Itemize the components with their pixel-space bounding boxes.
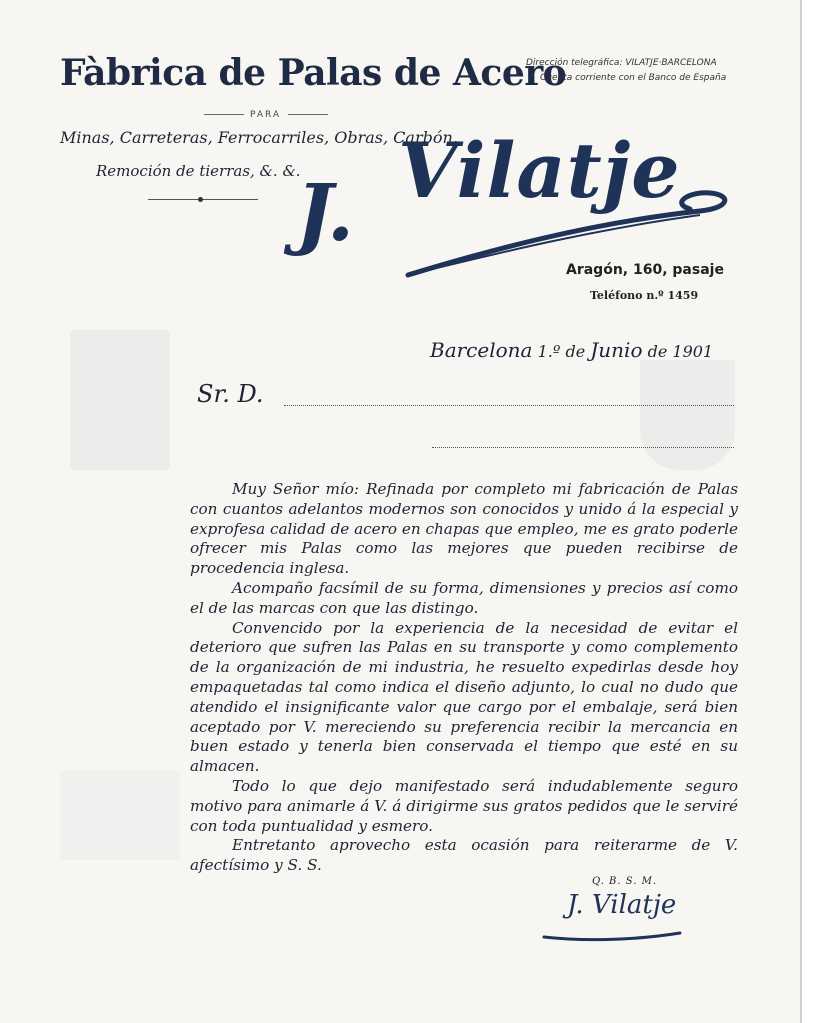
ornament-rule — [148, 199, 258, 200]
closing-abbreviation: Q. B. S. M. — [592, 876, 658, 887]
addressee-salutation: Sr. D. — [197, 380, 264, 408]
para-rule-right — [288, 114, 328, 115]
street-address: Aragón, 160, pasaje — [566, 262, 724, 278]
date-city: Barcelona — [430, 338, 533, 362]
para-rule-left — [204, 114, 244, 115]
show-through-shovel — [70, 330, 170, 470]
uses-line-2: Remoción de tierras, &. &. — [96, 162, 301, 180]
telephone: Teléfono n.º 1459 — [590, 289, 699, 302]
body-paragraph: Entretanto aprovecho esta ocasión para reiterarme de V. afectísimo y S. S. — [190, 836, 738, 875]
date-line — [430, 338, 713, 362]
addressee-line-2 — [432, 447, 734, 448]
date-day: 1.º — [537, 342, 561, 361]
addressee-line-1 — [284, 405, 734, 406]
letter-body — [190, 480, 738, 876]
body-paragraph: Convencido por la experiencia de la necesidad de evitar el deterioro que sufren las Palas en su transporte y como complemento de la organización de mi industria, he resuelto expedirlas desde hoy empaquetadas tal como indica el diseño adjunto, lo cual no dudo que atendido el insignificante valor que cargo por el embalaje, será bien aceptado por V. mereciendo su preferencia recibir la mercancia en buen estado y tenerla bien conservada el tiempo que esté en su almacen. — [190, 618, 738, 776]
handwritten-signature: J. Vilatje — [567, 890, 677, 920]
signature-initial: J. — [296, 168, 355, 259]
uses-line-1: Minas, Carreteras, Ferrocarriles, Obras, Carbón, — [60, 128, 458, 147]
date-de-2: de — [647, 342, 668, 361]
show-through-box — [60, 770, 180, 860]
body-paragraph: Todo lo que dejo manifestado será indudablemente seguro motivo para animarle á V. á dirigirme sus gratos pedidos que le serviré con toda puntualidad y esmero. — [190, 776, 738, 835]
show-through-shovel-right — [640, 360, 735, 470]
signature-underline — [540, 925, 690, 945]
body-paragraph: Acompaño facsímil de su forma, dimensiones y precios así como el de las marcas con que las distingo. — [190, 578, 738, 617]
body-paragraph: Muy Señor mío: Refinada por completo mi fabricación de Palas con cuantos adelantos modernos son conocidos y unido á la especial y exprofesa calidad de acero en chapas que empleo, me es grato poderle ofrecer mis Palas como las mejores que pueden recibirse de procedencia inglesa. — [190, 480, 738, 578]
para-label: PARA — [250, 110, 282, 120]
ornament-dot — [198, 197, 203, 202]
date-month: Junio — [590, 338, 643, 362]
date-de-1: de — [565, 342, 586, 361]
telegraph-address: Dirección telegráfica: VILATJE·BARCELONA — [526, 58, 717, 68]
bank-account: Cuenta corriente con el Banco de España — [540, 73, 727, 83]
company-surname: Vilatje — [398, 126, 681, 215]
company-title: Fàbrica de Palas de Acero — [60, 52, 567, 94]
date-year: 1901 — [672, 342, 714, 361]
